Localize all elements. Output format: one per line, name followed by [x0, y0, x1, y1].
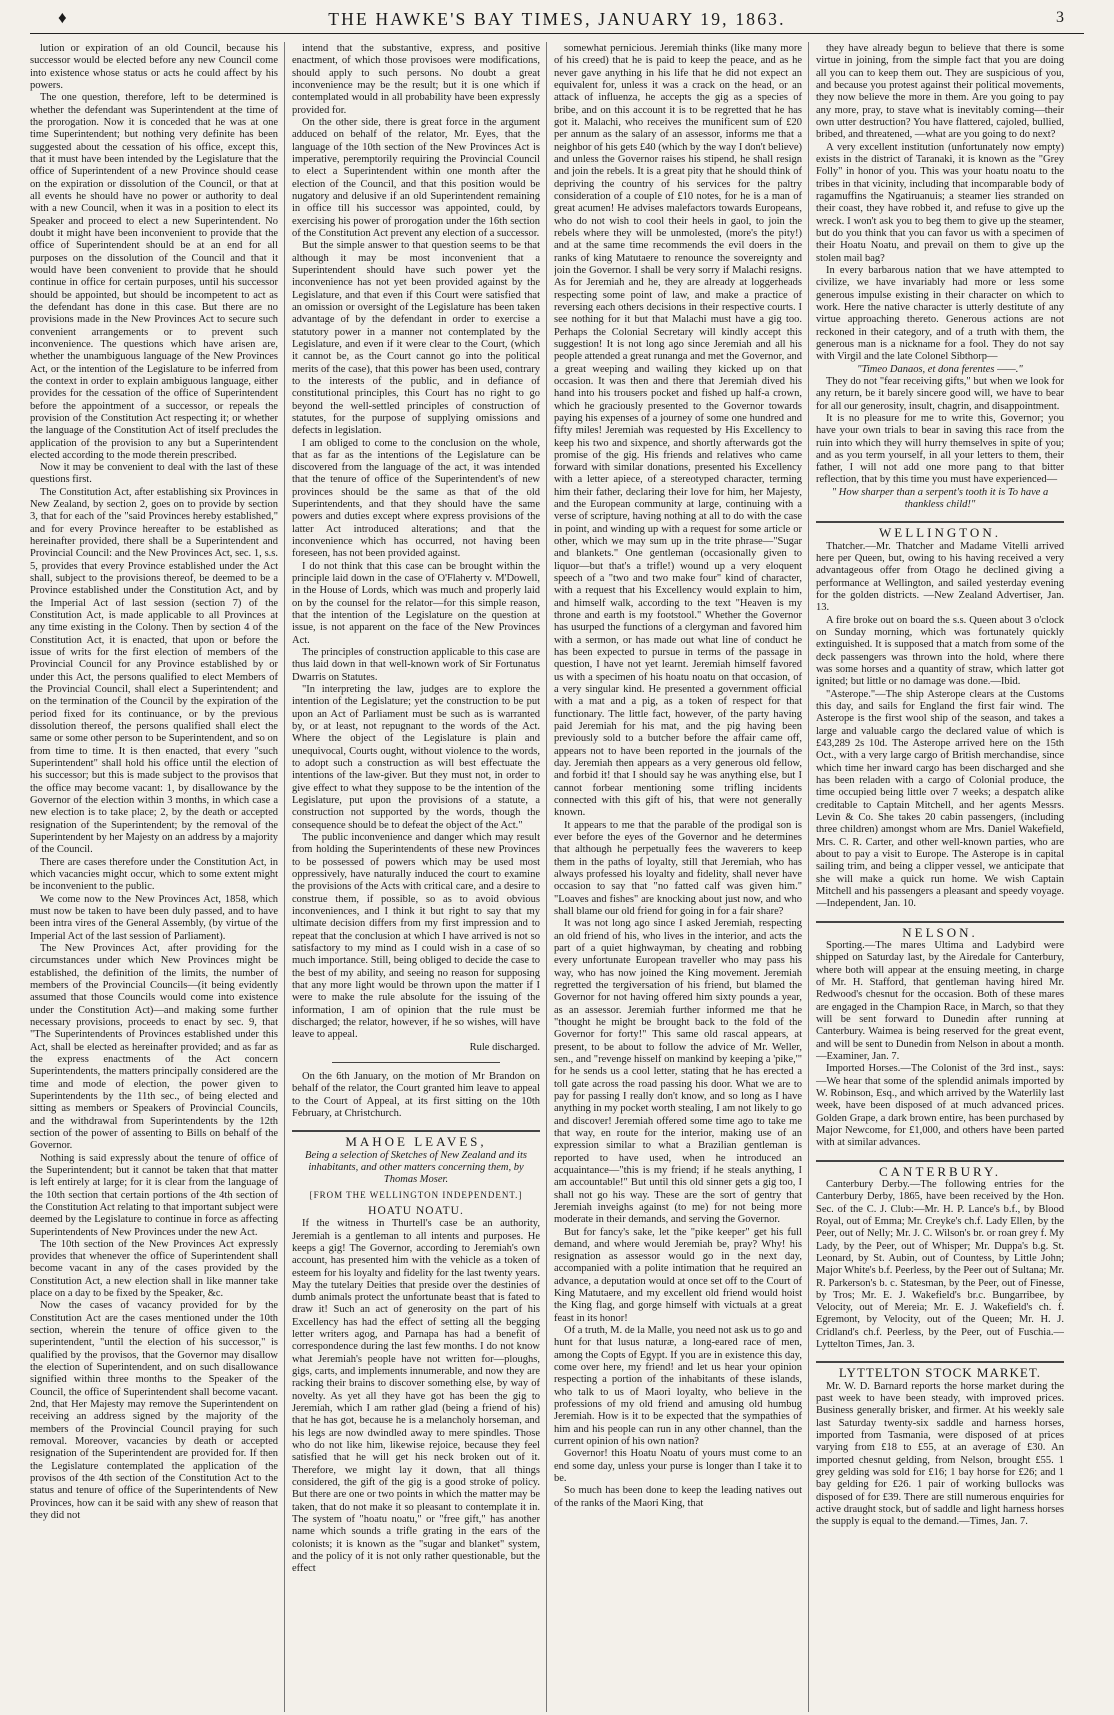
- paragraph: So much has been done to keep the leading natives out of the ranks of the Maori King, that: [554, 1485, 802, 1509]
- paragraph: But the simple answer to that question seems to be that although it may be most inconvenient that a Superintendent should have such power yet the inconvenience has not yet been provided against by the Legislature, and that even if this Court were satisfied that an omission or oversight of the Legislature has been taken advantage of by the defendant in order to exercise a statutory power in a manner not contemplated by the Legislature, and even if it were clear to the Court, (which it cannot be, as the Court cannot go into the political merits of the case), that this power has been used, contrary to the interests of the public, and in defiance of constitutional principles, this Court has no right to go beyond the well-settled principles of construction of statutes, for the purpose of supplying omissions and defects in legislation.: [292, 240, 540, 437]
- paragraph: Mr. W. D. Barnard reports the horse market during the past week to have been steady, with improved prices. Business generally brisker, and firmer. At his weekly sale last Saturday twenty-six saddle and harness horses, imported from Tasmania, were disposed of at prices varying from £18 to £55, at an average of £30. An imported chesnut gelding, from Nelson, brought £55. 1 grey gelding was sold for £16; 1 bay horse for £26; and 1 bay gelding for £26. 1 pair of working bullocks was disposed of for £39. There are still numerous enquiries for active draught stock, but of saddle and light harness horses the supply is equal to the demand.—Times, Jan. 7.: [816, 1380, 1064, 1528]
- section-source: [FROM THE WELLINGTON INDEPENDENT.]: [309, 1189, 523, 1200]
- closing-quote: " How sharper than a serpent's tooth it is To have a thankless child!": [831, 486, 1049, 511]
- canterbury-heading: CANTERBURY.: [879, 1163, 1001, 1179]
- paragraph: If the witness in Thurtell's case be an authority, Jeremiah is a gentleman to all intents and purposes. He keeps a gig! The Governor, according to Jeremiah's own account, has presented him with the vehicle as a token of esteem for his loyalty and fidelity for the last twenty years. May the tutelary Deities that preside over the destinies of dumb animals protect the unfortunate beast that is fated to draw it! Such an act of generosity on the part of his Excellency has had the effect of setting all the begging letter writers agog, and Parnapa has had a benefit of correspondence during the last few months. I do not know what Jeremiah's people have not written for—ploughs, gigs, carts, and implements innumerable, and now they are racking their brains to discover something else, by way of novelty. As yet all they have got has been the gig to Jeremiah, which I am rather glad (being a friend of his) that he has got, because he is a melancholy horseman, and his legs are now dwindled away to mere spindles. Those who do not like him, likewise rejoice, because they feel satisfied that he will get his neck broken out of it. Therefore, we might lay it down, that all things considered, the gift of the gig is a good stroke of policy. But there are one or two points in which the matter may be taken, that do not make it so pleasant to contemplate it in. The system of "hoatu noatu," or "free gift," has another name which sounds a trifle grating in the ears of the colonists; it is known as the "sugar and blanket" system, and the policy of it is not only rather questionable, but the effect: [292, 1218, 540, 1575]
- masthead: [0, 0, 1114, 34]
- paragraph: intend that the substantive, express, and positive enactment, of which those provisoes were modifications, should apply to such persons. No doubt a great inconvenience may be the result; but it is one which if contemplated would in all probability have been expressly provided for.: [292, 43, 540, 116]
- paragraph: they have already begun to believe that there is some virtue in joining, from the simple fact that you are doing all you can to keep them out. They are suspicious of you, and because you protest against their political movements, they now believe the more in them. Are you going to pay any more, pray, to stave what is inevitably coming—their own utter destruction? You have flattered, cajoled, bullied, bribed, and threatened, —what are you going to do next?: [816, 43, 1064, 141]
- paragraph: A very excellent institution (unfortunately now empty) exists in the district of Taranaki, it is known as the "Grey Folly" in honor of you. This was your hoatu noatu to the tribes in that vicinity, including that incomparable body of ragamuffins the Ngatiruanuis; a steamer lies stranded on their coast, they have robbed it, and refuse to give up the wreck. I won't ask you to beg them to give up the steamer, but do you think that you can favor us with a specimen of their Hoatu Noatu, and prevail on them to give up the stolen mail bag?: [816, 141, 1064, 264]
- column-divider: [546, 42, 547, 1712]
- column-1: [30, 43, 278, 1711]
- section-heading: MAHOE LEAVES,: [345, 1134, 487, 1150]
- header-rule: [30, 33, 1084, 34]
- column-divider: [284, 42, 285, 1712]
- paragraph: It is no pleasure for me to write this, Governor; you have your own trials to bear in saving this race from the ruin into which they will hurry themselves in spite of you; and as you term yourself, in all your letters to them, their father, I will not add one more pang to that bitter reflection, that by this time you must have experienced—: [816, 412, 1064, 486]
- article-heading: HOATU NOATU.: [368, 1204, 464, 1217]
- wellington-heading: WELLINGTON.: [879, 525, 1001, 541]
- paragraph: "In interpreting the law, judges are to explore the intention of the Legislature; yet the construction to be put upon an Act of Parliament must be such as is warranted by, or at least, not repugnant to the words of the Act. Where the object of the Legislature is plain and unequivocal, Courts ought, without violence to the words, to adopt such a construction as will best effectuate the intentions of the law-giver. But they must not, in order to give effect to what they suppose to be the intention of the Legislature, put upon the provisions of a statute, a construction not supported by the words, though the consequence should be to defeat the object of the Act.": [292, 684, 540, 831]
- latin-quote: "Timeo Danaos, et dona ferentes ——.": [857, 363, 1023, 375]
- paragraph: "Asterope."—The ship Asterope clears at the Customs this day, and sails for England the first fair wind. The Asterope is the first wool ship of the season, and takes a large and valuable cargo the declared value of which is £43,289 2s 10d. The Asterope arrived here on the 15th Oct., with a very large cargo of British merchandise, since which time her inward cargo has been discharged and she has been reladen with a cargo of Colonial produce, the time occupied being little over 7 weeks; a despatch alike creditable to Captain Mitchell, and her agents Messrs. Levin & Co. She takes 20 cabin passengers, (including three children) amongst whom are Mrs. Daniel Wakefield, Mrs. C. R. Carter, and other well-known parties, who are about to pay a visit to Europe. The Asterope is in capital sailing trim, and being a clipper vessel, we anticipate that she will make a quick run home. We wish Captain Mitchell and his passengers a pleasant and speedy voyage. —Independent, Jan. 10.: [816, 688, 1064, 910]
- column-3: [554, 43, 802, 1711]
- paragraph: Sporting.—The mares Ultima and Ladybird were shipped on Saturday last, by the Airedale for Canterbury, where both will appear at the ensuing meeting, in charge of Mr. H. Stafford, that gentleman having hired Mr. Redwood's chesnut for the occasion. Both of these mares are engaged in the Champion Race, in March, so that they will be sent forward to Dunedin after running at Canterbury. Waimea is being reserved for the great event, and will be sent to Dunedin from Nelson in about a month.—Examiner, Jan. 7.: [816, 939, 1064, 1062]
- paragraph: The Constitution Act, after establishing six Provinces in New Zealand, by section 2, goes on to provide by section 3, that for each of the "said Provinces hereby established," and for every Province hereafter to be established as hereinafter provided, there shall be a Superintendent and Provincial Council: and the New Provinces Act, sec. 1, s.s. 5, provides that every Province established under the Act shall, subject to the provisions thereof, be deemed to be a Province established under the Constitution Act, and by the Imperial Act of last session (section 7) of the Constitution Act, is made applicable to all Provinces at any time existing in the Colony. Then by section 4 of the Constitution Act, it is enacted, that upon or before the issue of writs for the first election of members of the Provincial Council for any Province established by or under this Act, the persons qualified to elect Members of the Provincial Council, shall elect a Superintendent; and on the termination of the Council by the expiration of the period fixed for its continuance, or by the previous dissolution thereof, the persons qualified shall elect the same or some other person to be Superintendent, and so on from time to time. It is then enacted, that every "such Superintendent" shall hold his office until the election of his successor; but this is made subject to the provisos that the office may become vacant: 1, by disallowance by the Governor of the election within 3 months, in which case a new election is to take place; 2, by the death or accepted resignation of the Superintendent; by the removal of the Superintendent by her Majesty on an address by a majority of the Council.: [30, 486, 278, 856]
- section-subheading: Being a selection of Sketches of New Zealand and its inhabitants, and other matters concerning them, by Thomas Moser.: [305, 1149, 527, 1186]
- paragraph: But for fancy's sake, let the "pike keeper" get his full demand, and where would Jeremiah be, pray? Why! his resignation as assessor would go in the next day, accompanied with a polite intimation that he required an advance, a deputation would at once set off to the Court of King Matutaere, and my excellent old friend would hoist the King flag, and gorge himself with victuals at a great feast in its honor!: [554, 1226, 802, 1324]
- paragraph: The principles of construction applicable to this case are thus laid down in that well-known work of Sir Fortunatus Dwarris on Statutes.: [292, 647, 540, 683]
- paragraph: Nothing is said expressly about the tenure of office of the Superintendent; but it cannot be taken that that matter is left entirely at large; for it is clear from the language of the 10th section that certain portions of the 4th section of the Constitution Act relating to that important subject were deemed by the Legislature to continue in force as affecting Superintendents of New Provinces under the new Act.: [30, 1152, 278, 1238]
- paragraph: I do not think that this case can be brought within the principle laid down in the case of O'Flaherty v. M'Dowell, in the House of Lords, which was much and properly laid on by the counsel for the relator—for this simple reason, that the intention of the Legislature on the question at issue, is not apparent on the face of the New Provinces Act.: [292, 560, 540, 646]
- paragraph: It was not long ago since I asked Jeremiah, respecting an old friend of his, who lives in the interior, and acts the part of a quiet highwayman, by cheating and robbing every unfortunate European traveller who may pass his way, who has now joined the King movement. Jeremiah regretted the tergiversation of his friend, but blamed the Governor for not having offered him sixty pounds a year, as an assessor. Jeremiah further informed me that he "thought he might be brought back to the fold of the Governor for forty!" This same old rascal appears, at present, to be about to follow the advice of Mr. Weller, sen., and "revenge hisself on mankind by keeping a 'pike,'" for he sends us a cool letter, stating that he has erected a toll gate across the road passing his door. What we are to pay for passing I really don't know, and so long as I have anything in my pocket worth stealing, I am not likely to go and discover! Jeremiah offered some time ago to take me that way, en route for the interior, making use of an expression similar to what a Brazilian gentleman is reported to have used, when he introduced an acquaintance—"this is my friend; if he steals anything, I am accountable!" But until this old sinner gets a gig too, I shall not go his way. These are the sort of gentry that Jeremiah inveighs against (to me) for not being more moderate in their demands, and serving the Governor.: [554, 918, 802, 1226]
- section-rule: [816, 1160, 1064, 1162]
- paragraph: Now it may be convenient to deal with the last of these questions first.: [30, 462, 278, 486]
- paragraph: Rule discharged.: [469, 1041, 540, 1053]
- paragraph: Thatcher.—Mr. Thatcher and Madame Vitelli arrived here per Queen, but, owing to his having received a very advantageous offer from Otago he declined giving a performance at Wellington, and sailed yesterday evening for the golden districts. —New Zealand Advertiser, Jan. 13.: [816, 540, 1064, 614]
- nelson-heading: NELSON.: [902, 924, 978, 940]
- paragraph: On the other side, there is great force in the argument adduced on behalf of the relator, Mr. Eyes, that the language of the 10th section of the New Provinces Act is imperative, peremptorily requiring the Provincial Council to elect a Superintendent within one month after the election of the Council, and that this position would be nugatory and delusive if an old Superintendent remaining in office till his successor was appointed, could, by exercising his power of prorogation under the 16th section of the Constitution Act prevent any election of a successor.: [292, 116, 540, 239]
- ornament-mark: ♦: [58, 8, 67, 27]
- paragraph: It appears to me that the parable of the prodigal son is ever before the eyes of the Governor and he determines that although he perpetually fees the waverers to keep them in the paths of loyalty, still that Jeremiah, who has always professed his loyalty and fidelity, shall never have occasion to say that "no fatted calf was given him." "Loaves and fishes" are knocking about just now, and who shall blame our old friend for going in for a fair share?: [554, 819, 802, 917]
- column-4: [816, 43, 1064, 1711]
- paragraph: The New Provinces Act, after providing for the circumstances under which New Provinces might be established, the definition of the limits, the number of members of the Provincial Councils—(it being evidently assumed that those Councils would come into existence under the Constitution Act)—and making some further necessary provisions, proceeds to enact by sec. 9, that "The Superintendents of Provinces established under this Act, shall be elected as hereinafter provided; and as far as the express enactments of the Act concern Superintendents, the matters principally considered are the time and mode of election, the power given to Superintendents by the 11th sec., of being elected and sitting as members or Speakers of Provincial Councils, and the withdrawal from Superintendents by the 12th section of the power of assenting to Bills on behalf of the Governor.: [30, 942, 278, 1152]
- paragraph: somewhat pernicious. Jeremiah thinks (like many more of his creed) that he is paid to keep the peace, and as he never gave anything in his life that he did not expect an equivalent for, unless it was a crack on the head, or an attack of influenza, he accepts the gig as a species of bribe, and on this account it is to be regretted that he has got it. Malachi, who receives the munificent sum of £20 per annum as the salary of an assessor, informs me that a neighbor of his gets £40 (which by the way I don't believe) and unless the Governor raises his stipend, he shall resign and join the rebels. It is a great pity that he should think of depriving the country of his services for the paltry consideration of a couple of £10 notes, for he is a man of great acumen! He advises malefactors towards Europeans, who do not wish to cool their heels in gaol, to join the rebels where they will be unmolested, (more's the pity!) and at the same time recommends the evil doers in the ranks of king Matutaere to renounce the sovereignty and join the Governor. I shall be very sorry if Malachi resigns. As for Jeremiah and he, they are already at loggerheads respecting some point of law, and make a practice of reversing each others decisions in their respective courts. I see nothing for it but that Malachi must have a gig too. Perhaps the Colonial Secretary will kindly accept this suggestion! It is not long ago since Jeremiah and all his people attended a great runanga and met the Governor, and a great weeping and wailing they kicked up on that occasion. It was then and there that Jeremiah dived his hand into his trousers pocket and fished up half-a crown, which he graciously presented to the Governor towards paying his expenses of a journey of some one hundred and fifty miles! Jeremiah was requested by His Excellency to keep his two and sixpence, and shortly afterwards got the promise of the gig. His friends and relatives who came forward with similar donations, presented his Excellency with a letter apiece, of a stereotyped character, terming him their father, declaring their love for him, her Majesty, and the European community at large, continuing with a verse of scripture, having nothing at all to do with the case in point, and winding up with a request for some article or other, which we may sum up in the trite phrase—"Sugar and blankets." One gentleman (occasionally given to liquor—but that's a trifle!) wound up a very eloquent speech of a "two and two make four" kind of character, with a request that his Excellency would explain to him, and himself walk, according to the text "Heaven is my throne and earth is my footstool." Whether the Governor has usurped the functions of a clergyman and favored him with a sermon, or has made out what line of conduct he has been expected to pursue in terms of the passage in question, I have not yet learnt. Jeremiah himself favored us with a specimen of his hoatu noatu on that occasion, of a very singular kind. He presented a government official with a mat and a pig, as a token of respect for that functionary. The little fact, however, of the party having paid Jeremiah for his mat, and the pig having been previously sold to a butcher before the affair came off, appears not to have been reported in the journals of the day. Jeremiah then appears as a very generous old fellow, and forbid it! that I should say he was anything else, but I cannot forbear mentioning some trifling incidents connected with this gift of his, that were not generally known.: [554, 43, 802, 819]
- section-rule: [816, 921, 1064, 923]
- section-rule: [332, 1062, 500, 1063]
- paragraph: I am obliged to come to the conclusion on the whole, that as far as the intentions of the Legislature can be discovered from the language of the act, it was intended that the tenure of office of the Superintendent's of new provinces should be the same as that of the old Superintendents, and that they should have the same powers and duties except where express provisions of the latter Act introduced alterations; and that the inconvenience which has occurred, not having been foreseen, has not been provided against.: [292, 437, 540, 560]
- paragraph: We come now to the New Provinces Act, 1858, which must now be taken to have been duly passed, and to have been intra vires of the General Assembly, (by virtue of the Imperial Act of the last session of Parliament).: [30, 893, 278, 942]
- paragraph: They do not "fear receiving gifts," but when we look for any return, be it barely sincere good will, we have to bear for all our generosity, insult, chagrin, and disappointment.: [816, 375, 1064, 412]
- column-divider: [808, 42, 809, 1712]
- lyttelton-heading: LYTTELTON STOCK MARKET.: [838, 1365, 1042, 1381]
- page-number: 3: [1056, 9, 1064, 26]
- paragraph: The one question, therefore, left to be determined is whether the defendant was Superintendent at the time of the prorogation. Now it is conceded that he was at one time Superintendent; but nothing very definite has been suggested about the cessation of his office, except this, that it must have been intended by the Legislature that the office of Superintendent of a new Province should cease on the expiration or dissolution of the Council, or that at all events he should have no power or authority to deal with a new Council, when it was in a position to elect its Speaker and proceed to elect a new Superintendent. No doubt it might have been inconvenient to provide that the office of Superintendent should be at an end for all purposes on the dissolution of the Council and that it would have been convenient to provide that he should continue in office for certain purposes, until his successor should be appointed, but should be incompetent to act as the defendant has done in this case. But there are no provisions made in the New Provinces Act to secure such convenient arrangements or to prevent such inconvenience. The questions which have arisen are, whether the unambiguous language of the New Provinces Act, or the intention of the Legislature to be inferred from the context in order to explain ambiguous language, either provides for the cessation of the office of Superintendent before the appointment of a successor, or repeals the provision of the Constitution Act respecting it; or whether the language of the Constitution Act of itself precludes the application of the provision to any but a Superintendent elected according to the mode therein prescribed.: [30, 92, 278, 461]
- paragraph: There are cases therefore under the Constitution Act, in which vacancies might occur, which to some extent might be inconvenient to the public.: [30, 856, 278, 893]
- paragraph: Imported Horses.—The Colonist of the 3rd inst., says:—We hear that some of the splendid animals imported by W. Robinson, Esq., and which arrived by the Waterlily last week, have been disposed of at much advanced prices. Golden Grape, a dark brown entire, has been purchased by Major Newcome, for £1,000, and others have been parted with at similar advances.: [816, 1063, 1064, 1149]
- newspaper-title: THE HAWKE'S BAY TIMES, JANUARY 19, 1863.: [328, 9, 786, 29]
- column-2: [292, 43, 540, 1711]
- paragraph: lution or expiration of an old Council, because his successor would be elected before any new Council come into existence whose status or acts he could affect by his powers.: [30, 43, 278, 91]
- paragraph: Canterbury Derby.—The following entries for the Canterbury Derby, 1865, have been received by the Hon. Sec. of the C. J. Club:—Mr. H. P. Lance's b.f., by Blood Royal, out of Emma; Mr. Creyke's ch.f. Lady Ellen, by the Peer, out of Nelly; Mr. J. C. Wilson's br. or roan grey f. My Lady, by the Peer, out of Whisper; Mr. Duppa's b.g. St. Leonard, by St. Aubin, out of Countess, by Little John; Major White's b.f. Peerless, by the Peer out of Sultana; Mr. R. Parkerson's b. c. Statesman, by the Peer, out of Finesse, by Tros; Mr. E. J. Wakefield's br.c. Bungarribee, by Velocity, out of Mereia; Mr. E. J. Wakefield's ch. f. Egremont, by Velocity, out of the Queen; Mr. H. J. Cridland's ch.f. Peerless, by the Peer, out of Fuschia.—Lyttelton Times, Jan. 3.: [816, 1178, 1064, 1351]
- section-rule: [816, 521, 1064, 523]
- paragraph: Governor! this Hoatu Noatu of yours must come to an end some day, unless your purse is longer than I take it to be.: [554, 1448, 802, 1485]
- section-rule: [292, 1130, 540, 1132]
- court-note: On the 6th January, on the motion of Mr Brandon on behalf of the relator, the Court granted him leave to appeal to the Court of Appeal, at its first sitting on the 10th February, at Christchurch.: [292, 1070, 540, 1119]
- paragraph: In every barbarous nation that we have attempted to civilize, we have invariably had more or less some generous impulse existing in their character on which to work. Here the native character is utterly destitute of any virtue approaching thereto. Generous actions are not reckoned in their category, and of a truth with them, the generous man is a nickname for a fool. They do not say with Virgil and the late Colonel Sibthorp—: [816, 264, 1064, 363]
- paragraph: The public inconvenience and danger which may result from holding the Superintendents of these new Provinces to be possessed of powers which may be used most oppressively, have naturally induced the court to examine the provisions of the Acts with critical care, and a desire to construe them, if possible, so as to avoid obvious inconveniences, and I think it but right to say that my ultimate decision differs from my first impression and to repeat that the conclusion at which I have arrived is not so satisfactory to my mind as I could wish in a case of so much importance. Still, being obliged to decide the case to the best of my ability, and seeing no reason for supposing that any more light would be thrown upon the matter if I were to make the rule absolute for the issuing of the information, I am of opinion that the rule must be discharged; the relator, however, if he so wishes, will have leave to appeal.: [292, 832, 540, 1041]
- paragraph: The 10th section of the New Provinces Act expressly provides that whenever the office of Superintendent shall become vacant in any of the cases provided by the Constitution Act, a new election shall in like manner take place on a day to be fixed by the Speaker, &c.: [30, 1238, 278, 1300]
- paragraph: Of a truth, M. de la Malle, you need not ask us to go and hunt for that lusus naturæ, a long-eared race of men, among the Copts of Egypt. If you are in existence this day, come over here, my friend! and let us hear your opinion respecting a portion of the inhabitants of these islands, who talk to us of Maori loyalty, who believe in the professions of my old friend and amusing old humbug Jeremiah. How is it to be expected that the sympathies of him and his people can run in any other channel, than the current opinion of his own nation?: [554, 1325, 802, 1448]
- section-rule: [816, 1361, 1064, 1363]
- paragraph: A fire broke out on board the s.s. Queen about 3 o'clock on Sunday morning, which was fortunately quickly extinguished. It is supposed that a match from some of the deck passengers was thrown into the hold, where there was some horses and a quantity of straw, which latter got ignited; but little or no damage was done.—Ibid.: [816, 614, 1064, 688]
- paragraph: Now the cases of vacancy provided for by the Constitution Act are the cases mentioned under the 10th section, wherein the tenure of office given to the superintendent, "until the election of his successor," is qualified by the provisos, that the Governor may disallow the election of Superintendent, and on such disallowance signified within three months to the Speaker of the Council, the office of Superintendent shall become vacant. 2nd, that Her Majesty may remove the Superintendent on receiving an address signed by the majority of the members of the Provincial Council praying for such removal. Moreover, vacancies by death or accepted resignation of the Superintendent are provided for. If then the Legislature contemplated the application of the provisos of the 4th section of the Constitution Act to the status and tenure of office of the Superintendents of New Provinces, how can it be said with any shew of reason that they did not: [30, 1300, 278, 1522]
